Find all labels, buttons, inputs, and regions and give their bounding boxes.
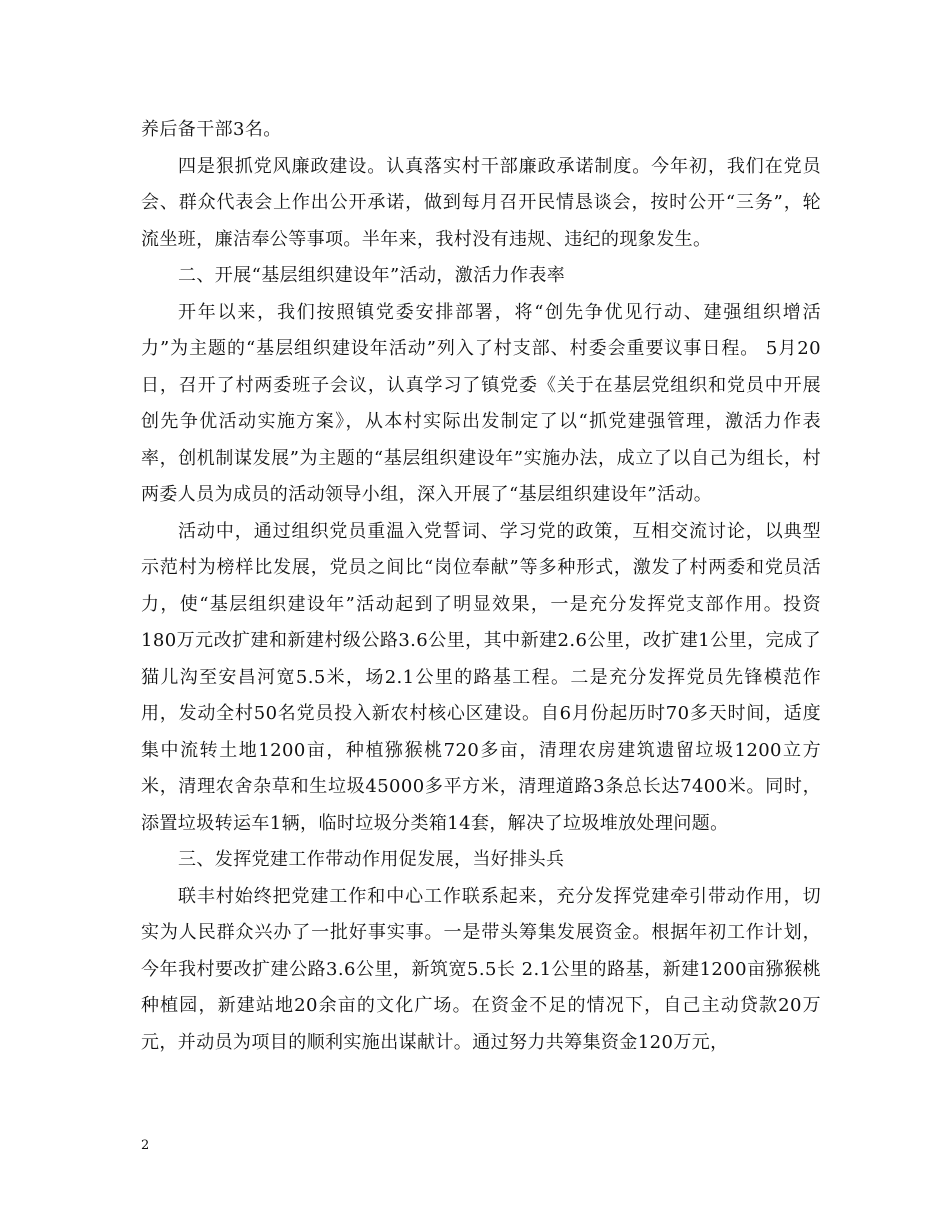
body-text <box>141 112 821 1061</box>
section-heading-3: 三、发挥党建工作带动作用促发展，当好排头兵 <box>178 849 565 870</box>
paragraph-2: 四是狠抓党风廉政建设。认真落实村干部廉政承诺制度。今年初，我们在党员会、群众代表会上作出公开承诺，做到每月召开民情恳谈会，按时公开“三务”，轮流坐班，廉洁奉公等事项。半年来，我村没有违规、违纪的现象发生。 <box>141 155 821 250</box>
page-number: 2 <box>141 1138 150 1153</box>
paragraph-1: 养后备干部3名。 <box>141 119 282 140</box>
paragraph-7: 联丰村始终把党建工作和中心工作联系起来，充分发挥党建牵引带动作用，切实为人民群众兴办了一批好事实事。一是带头筹集发展资金。根据年初工作计划，今年我村要改扩建公路3.6公里，新筑宽5.5长 2.1公里的路基，新建1200亩猕猴桃种植园，新建站地20余亩的文化广场。在资金不足的情况下，自己主动贷款20万元，并动员为项目的顺利实施出谋献计。通过努力共筹集资金120万元， <box>141 885 821 1053</box>
paragraph-4: 开年以来，我们按照镇党委安排部署，将“创先争优见行动、建强组织增活力”为主题的“基层组织建设年活动”列入了村支部、村委会重要议事日程。 5月20日，召开了村两委班子会议，认真学习了镇党委《关于在基层党组织和党员中开展创先争优活动实施方案》，从本村实际出发制定了以“抓党建强管理，激活力作表率，创机制谋发展”为主题的“基层组织建设年”实施办法，成立了以自己为组长，村两委人员为成员的活动领导小组，深入开展了“基层组织建设年”活动。 <box>141 301 821 505</box>
paragraph-5: 活动中，通过组织党员重温入党誓词、学习党的政策，互相交流讨论，以典型示范村为榜样比发展，党员之间比“岗位奉献”等多种形式，激发了村两委和党员活力，使“基层组织建设年”活动起到了明显效果，一是充分发挥党支部作用。投资180万元改扩建和新建村级公路3.6公里，其中新建2.6公里，改扩建1公里，完成了猫儿沟至安昌河宽5.5米，场2.1公里的路基工程。二是充分发挥党员先锋模范作用，发动全村50名党员投入新农村核心区建设。自6月份起历时70多天时间，适度集中流转土地1200亩，种植猕猴桃720多亩，清理农房建筑遗留垃圾1200立方米，清理农舍杂草和生垃圾45000多平方米，清理道路3条总长达7400米。同时，添置垃圾转运车1辆，临时垃圾分类箱14套，解决了垃圾堆放处理问题。 <box>141 520 821 834</box>
section-heading-2: 二、开展“基层组织建设年”活动，激活力作表率 <box>178 265 566 286</box>
